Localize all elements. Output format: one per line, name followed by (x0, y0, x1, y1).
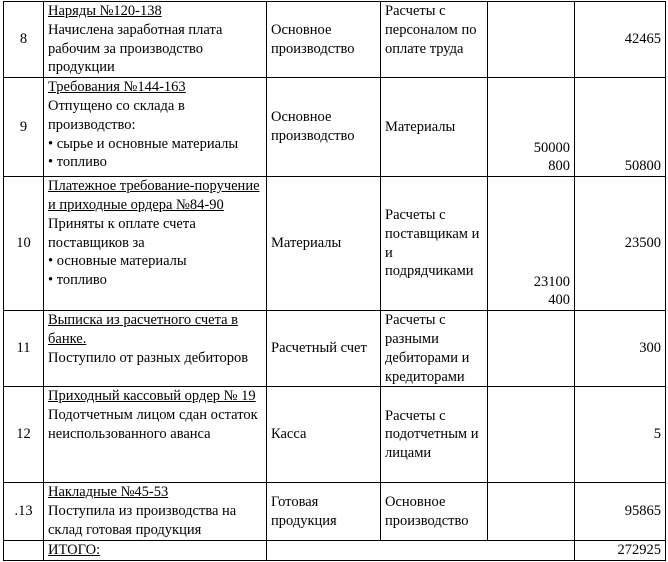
credit-account: Основное производство (381, 483, 488, 541)
credit-account: Расчеты с подотчетным и лицами (381, 387, 488, 483)
document-cell (44, 177, 267, 311)
sub-amount (488, 177, 575, 311)
document-ref: Наряды №120-138 (48, 3, 162, 19)
document-cell (44, 483, 267, 541)
document-cell (44, 78, 267, 177)
operation-text: Поступила из производства на склад готовая продукция (48, 503, 237, 538)
total-amount: 42465 (575, 2, 666, 78)
debit-account: Расчетный счет (267, 311, 381, 387)
total-amount: 5 (575, 387, 666, 483)
operation-item: • основные материалы (48, 253, 187, 270)
sub-amount (488, 483, 575, 541)
journal-table (3, 1, 666, 561)
operation-text: Отпущено со склада в производство: (48, 97, 185, 133)
sub-amount (488, 387, 575, 483)
row-number: 12 (4, 387, 44, 483)
sub-amount-value: 23100 (533, 273, 570, 290)
total-amount: 50800 (575, 78, 666, 177)
operation-item: • топливо (48, 272, 107, 289)
table-row (4, 177, 666, 311)
total-amount: 23500 (575, 177, 666, 311)
debit-account: Готовая продукция (267, 483, 381, 541)
sub-amount (488, 2, 575, 78)
credit-account: Расчеты с персоналом по оплате труда (381, 2, 488, 78)
document-ref: Выписка из расчетного счета в банке. (48, 312, 239, 347)
credit-account: Расчеты с поставщикам и и подрядчиками (381, 177, 488, 311)
debit-account: Материалы (267, 177, 381, 311)
total-row-number (4, 541, 44, 561)
total-label: ИТОГО: (48, 542, 101, 559)
row-number: 9 (4, 78, 44, 177)
table-row (4, 2, 666, 78)
total-amount: 95865 (575, 483, 666, 541)
table-row (4, 311, 666, 387)
operation-text: Начислена заработная плата рабочим за производство продукции (48, 21, 223, 76)
sub-amount (488, 78, 575, 177)
grand-total: 272925 (575, 541, 666, 561)
operation-text: Подотчетным лицом сдан остаток неиспользованного аванса (48, 407, 258, 442)
document-cell (44, 311, 267, 387)
sub-amount-value: 50000 (533, 139, 570, 156)
debit-account: Основное производство (267, 2, 381, 78)
operation-item: • сырье и основные материалы (48, 135, 239, 152)
document-ref: Платежное требование-поручение и приходные ордера №84-90 (48, 178, 260, 213)
table-row (4, 387, 666, 483)
row-number: .13 (4, 483, 44, 541)
debit-account: Основное производство (267, 78, 381, 177)
credit-account: Расчеты с разными дебиторами и кредиторами (381, 311, 488, 387)
row-number: 8 (4, 2, 44, 78)
sub-amount-value: 800 (548, 158, 570, 175)
document-ref: Приходный кассовый ордер № 19 (48, 388, 256, 405)
sub-amount (488, 311, 575, 387)
sub-amount-value: 400 (548, 292, 570, 309)
operation-text: Приняты к оплате счета поставщиков за (48, 215, 196, 251)
debit-account: Касса (267, 387, 381, 483)
operation-text: Поступило от разных дебиторов (48, 349, 249, 366)
document-ref: Накладные №45-53 (48, 484, 169, 501)
credit-account: Материалы (381, 78, 488, 177)
table-row (4, 483, 666, 541)
total-label-cell (44, 541, 267, 561)
total-row (4, 541, 666, 561)
document-cell (44, 387, 267, 483)
operation-item: • топливо (48, 154, 107, 171)
document-ref: Требования №144-163 (48, 79, 186, 96)
document-cell (44, 2, 267, 78)
total-amount: 300 (575, 311, 666, 387)
table-row (4, 78, 666, 177)
row-number: 11 (4, 311, 44, 387)
row-number: 10 (4, 177, 44, 311)
total-spacer (267, 541, 575, 561)
